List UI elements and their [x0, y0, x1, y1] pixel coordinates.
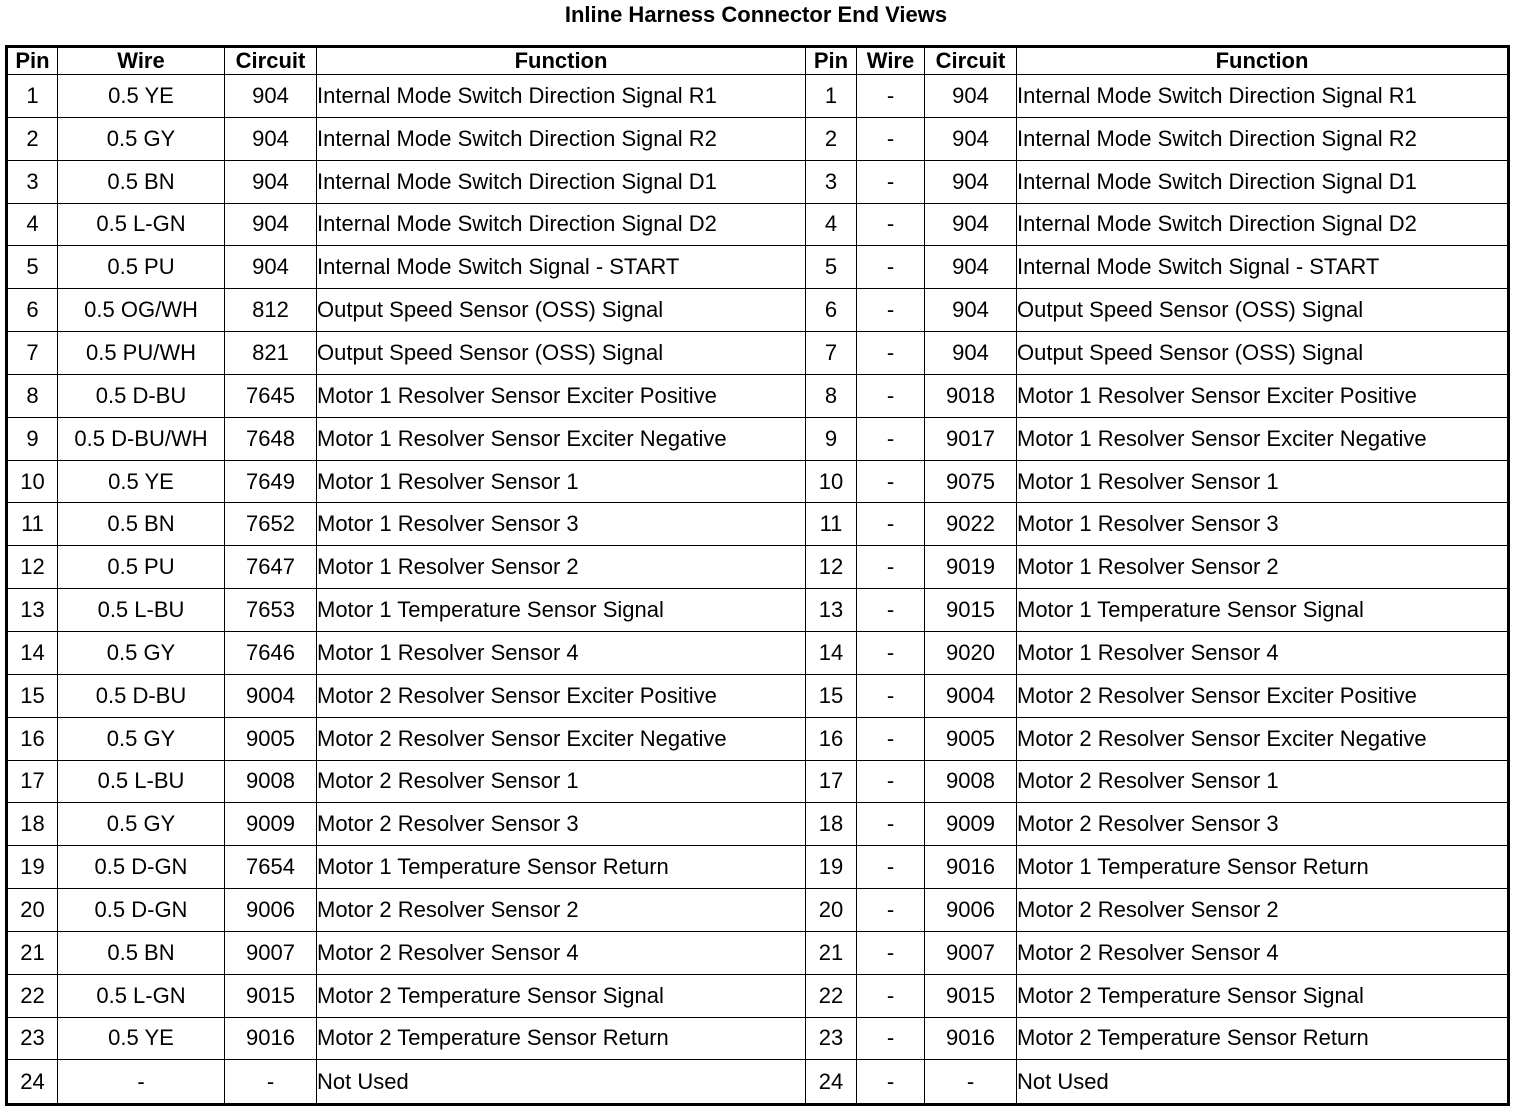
wire-cell: 0.5 YE — [58, 1017, 225, 1060]
pin-cell-right: 13 — [806, 589, 857, 632]
table-row — [7, 160, 1509, 203]
function-cell: Motor 1 Resolver Sensor 1 — [317, 460, 806, 503]
circuit-cell-right: - — [925, 1060, 1017, 1105]
pin-cell-right: 8 — [806, 374, 857, 417]
pin-cell: 24 — [7, 1060, 58, 1105]
pin-cell: 20 — [7, 889, 58, 932]
pin-cell: 15 — [7, 674, 58, 717]
function-cell: Motor 2 Resolver Sensor 1 — [317, 760, 806, 803]
function-cell: Motor 2 Resolver Sensor 2 — [317, 889, 806, 932]
wire-cell: 0.5 D-BU — [58, 674, 225, 717]
pin-cell: 9 — [7, 417, 58, 460]
pin-cell-right: 12 — [806, 546, 857, 589]
pin-cell-right: 14 — [806, 631, 857, 674]
function-cell: Motor 2 Temperature Sensor Signal — [317, 974, 806, 1017]
circuit-cell: 7653 — [225, 589, 317, 632]
table-row — [7, 589, 1509, 632]
function-cell: Motor 2 Resolver Sensor 3 — [317, 803, 806, 846]
circuit-cell: 904 — [225, 203, 317, 246]
wire-cell: 0.5 PU/WH — [58, 332, 225, 375]
pin-cell-right: 24 — [806, 1060, 857, 1105]
function-cell-right: Motor 1 Resolver Sensor 4 — [1017, 631, 1509, 674]
function-cell: Motor 1 Resolver Sensor 4 — [317, 631, 806, 674]
function-cell: Internal Mode Switch Direction Signal R1 — [317, 75, 806, 118]
function-cell: Output Speed Sensor (OSS) Signal — [317, 332, 806, 375]
function-cell-right: Motor 1 Resolver Sensor 1 — [1017, 460, 1509, 503]
circuit-cell-right: 9004 — [925, 674, 1017, 717]
wire-cell: 0.5 L-BU — [58, 589, 225, 632]
table-row — [7, 803, 1509, 846]
function-cell-right: Output Speed Sensor (OSS) Signal — [1017, 332, 1509, 375]
wire-cell: - — [58, 1060, 225, 1105]
wire-cell: 0.5 D-BU — [58, 374, 225, 417]
circuit-cell: 7648 — [225, 417, 317, 460]
circuit-cell-right: 9075 — [925, 460, 1017, 503]
table-row — [7, 374, 1509, 417]
wire-cell: 0.5 GY — [58, 717, 225, 760]
wire-cell: 0.5 PU — [58, 546, 225, 589]
pin-cell: 2 — [7, 117, 58, 160]
header-function-right: Function — [1017, 47, 1509, 75]
table-row — [7, 889, 1509, 932]
pin-cell: 19 — [7, 846, 58, 889]
function-cell: Internal Mode Switch Direction Signal R2 — [317, 117, 806, 160]
function-cell: Not Used — [317, 1060, 806, 1105]
header-pin: Pin — [7, 47, 58, 75]
pin-cell: 21 — [7, 931, 58, 974]
function-cell-right: Motor 2 Resolver Sensor 3 — [1017, 803, 1509, 846]
header-wire: Wire — [58, 47, 225, 75]
function-cell-right: Internal Mode Switch Direction Signal R1 — [1017, 75, 1509, 118]
wire-cell-right: - — [857, 117, 925, 160]
pin-cell-right: 22 — [806, 974, 857, 1017]
pin-cell: 7 — [7, 332, 58, 375]
circuit-cell: 7649 — [225, 460, 317, 503]
circuit-cell-right: 904 — [925, 332, 1017, 375]
function-cell-right: Motor 1 Resolver Sensor 3 — [1017, 503, 1509, 546]
wire-cell: 0.5 D-GN — [58, 889, 225, 932]
circuit-cell-right: 9017 — [925, 417, 1017, 460]
function-cell-right: Output Speed Sensor (OSS) Signal — [1017, 289, 1509, 332]
wire-cell-right: - — [857, 289, 925, 332]
circuit-cell-right: 9019 — [925, 546, 1017, 589]
table-row — [7, 289, 1509, 332]
wire-cell-right: - — [857, 717, 925, 760]
pin-cell-right: 10 — [806, 460, 857, 503]
wire-cell: 0.5 YE — [58, 460, 225, 503]
wire-cell-right: - — [857, 417, 925, 460]
pin-cell-right: 4 — [806, 203, 857, 246]
function-cell-right: Motor 2 Resolver Sensor 1 — [1017, 760, 1509, 803]
pin-cell-right: 16 — [806, 717, 857, 760]
table-row — [7, 717, 1509, 760]
wire-cell: 0.5 L-BU — [58, 760, 225, 803]
pin-cell: 8 — [7, 374, 58, 417]
table-row — [7, 117, 1509, 160]
pin-cell: 12 — [7, 546, 58, 589]
function-cell-right: Motor 2 Resolver Sensor 4 — [1017, 931, 1509, 974]
wire-cell-right: - — [857, 889, 925, 932]
pin-cell-right: 7 — [806, 332, 857, 375]
wire-cell: 0.5 L-GN — [58, 974, 225, 1017]
page-title: Inline Harness Connector End Views — [564, 2, 948, 27]
pin-cell: 4 — [7, 203, 58, 246]
circuit-cell: 9016 — [225, 1017, 317, 1060]
wire-cell-right: - — [857, 931, 925, 974]
pin-cell: 13 — [7, 589, 58, 632]
circuit-cell: 9006 — [225, 889, 317, 932]
circuit-cell: 7647 — [225, 546, 317, 589]
function-cell-right: Internal Mode Switch Direction Signal R2 — [1017, 117, 1509, 160]
function-cell: Internal Mode Switch Direction Signal D2 — [317, 203, 806, 246]
pin-cell: 23 — [7, 1017, 58, 1060]
circuit-cell-right: 904 — [925, 246, 1017, 289]
pin-cell: 11 — [7, 503, 58, 546]
circuit-cell-right: 9020 — [925, 631, 1017, 674]
pin-cell-right: 1 — [806, 75, 857, 118]
function-cell-right: Motor 1 Resolver Sensor Exciter Positive — [1017, 374, 1509, 417]
pin-cell-right: 23 — [806, 1017, 857, 1060]
wire-cell-right: - — [857, 160, 925, 203]
function-cell: Motor 1 Temperature Sensor Return — [317, 846, 806, 889]
circuit-cell-right: 904 — [925, 117, 1017, 160]
header-function: Function — [317, 47, 806, 75]
function-cell: Output Speed Sensor (OSS) Signal — [317, 289, 806, 332]
function-cell-right: Motor 2 Resolver Sensor Exciter Negative — [1017, 717, 1509, 760]
function-cell: Motor 1 Temperature Sensor Signal — [317, 589, 806, 632]
circuit-cell: 821 — [225, 332, 317, 375]
circuit-cell-right: 9007 — [925, 931, 1017, 974]
function-cell: Motor 2 Resolver Sensor 4 — [317, 931, 806, 974]
wire-cell-right: - — [857, 246, 925, 289]
header-wire-right: Wire — [857, 47, 925, 75]
wire-cell-right: - — [857, 674, 925, 717]
wire-cell-right: - — [857, 846, 925, 889]
table-row — [7, 931, 1509, 974]
wire-cell-right: - — [857, 546, 925, 589]
header-circuit-right: Circuit — [925, 47, 1017, 75]
circuit-cell: 9007 — [225, 931, 317, 974]
function-cell-right: Motor 1 Temperature Sensor Signal — [1017, 589, 1509, 632]
wire-cell: 0.5 PU — [58, 246, 225, 289]
table-row — [7, 631, 1509, 674]
pin-cell: 16 — [7, 717, 58, 760]
wire-cell: 0.5 BN — [58, 160, 225, 203]
table-row — [7, 75, 1509, 118]
wire-cell: 0.5 D-BU/WH — [58, 417, 225, 460]
circuit-cell: 7654 — [225, 846, 317, 889]
pin-cell-right: 15 — [806, 674, 857, 717]
table-row — [7, 1017, 1509, 1060]
circuit-cell-right: 9018 — [925, 374, 1017, 417]
circuit-cell-right: 9022 — [925, 503, 1017, 546]
pin-cell: 14 — [7, 631, 58, 674]
circuit-cell: 9015 — [225, 974, 317, 1017]
table-row — [7, 1060, 1509, 1105]
circuit-cell-right: 9015 — [925, 589, 1017, 632]
pin-cell: 1 — [7, 75, 58, 118]
circuit-cell-right: 9016 — [925, 1017, 1017, 1060]
wire-cell: 0.5 BN — [58, 931, 225, 974]
pin-cell-right: 3 — [806, 160, 857, 203]
pin-cell-right: 11 — [806, 503, 857, 546]
table-row — [7, 760, 1509, 803]
function-cell: Motor 1 Resolver Sensor 3 — [317, 503, 806, 546]
wire-cell: 0.5 L-GN — [58, 203, 225, 246]
table-row — [7, 546, 1509, 589]
function-cell-right: Motor 2 Temperature Sensor Signal — [1017, 974, 1509, 1017]
table-row — [7, 332, 1509, 375]
wire-cell-right: - — [857, 589, 925, 632]
wire-cell-right: - — [857, 760, 925, 803]
circuit-cell-right: 904 — [925, 160, 1017, 203]
wire-cell: 0.5 D-GN — [58, 846, 225, 889]
circuit-cell: 904 — [225, 160, 317, 203]
table-row — [7, 203, 1509, 246]
wire-cell: 0.5 GY — [58, 117, 225, 160]
circuit-cell: 7645 — [225, 374, 317, 417]
pin-cell-right: 6 — [806, 289, 857, 332]
wire-cell: 0.5 BN — [58, 503, 225, 546]
wire-cell: 0.5 GY — [58, 631, 225, 674]
wire-cell-right: - — [857, 974, 925, 1017]
pin-cell: 6 — [7, 289, 58, 332]
table-row — [7, 460, 1509, 503]
wire-cell: 0.5 OG/WH — [58, 289, 225, 332]
circuit-cell-right: 904 — [925, 75, 1017, 118]
pin-cell-right: 5 — [806, 246, 857, 289]
wire-cell-right: - — [857, 503, 925, 546]
wire-cell-right: - — [857, 1060, 925, 1105]
function-cell-right: Internal Mode Switch Direction Signal D1 — [1017, 160, 1509, 203]
wire-cell-right: - — [857, 1017, 925, 1060]
header-pin-right: Pin — [806, 47, 857, 75]
function-cell: Motor 1 Resolver Sensor 2 — [317, 546, 806, 589]
function-cell: Motor 2 Resolver Sensor Exciter Positive — [317, 674, 806, 717]
connector-table — [5, 45, 1510, 1106]
circuit-cell: 904 — [225, 246, 317, 289]
function-cell-right: Motor 2 Temperature Sensor Return — [1017, 1017, 1509, 1060]
circuit-cell: 9009 — [225, 803, 317, 846]
pin-cell: 18 — [7, 803, 58, 846]
pin-cell: 5 — [7, 246, 58, 289]
circuit-cell-right: 9008 — [925, 760, 1017, 803]
pin-cell: 10 — [7, 460, 58, 503]
pin-cell-right: 2 — [806, 117, 857, 160]
wire-cell-right: - — [857, 460, 925, 503]
wire-cell: 0.5 GY — [58, 803, 225, 846]
circuit-cell-right: 9009 — [925, 803, 1017, 846]
function-cell-right: Motor 2 Resolver Sensor 2 — [1017, 889, 1509, 932]
function-cell-right: Internal Mode Switch Signal - START — [1017, 246, 1509, 289]
pin-cell-right: 21 — [806, 931, 857, 974]
pin-cell-right: 19 — [806, 846, 857, 889]
circuit-cell: 7652 — [225, 503, 317, 546]
circuit-cell: 904 — [225, 75, 317, 118]
header-row — [7, 47, 1509, 75]
wire-cell-right: - — [857, 332, 925, 375]
table-row — [7, 846, 1509, 889]
table-row — [7, 417, 1509, 460]
table-body — [7, 75, 1509, 1105]
function-cell: Motor 2 Temperature Sensor Return — [317, 1017, 806, 1060]
function-cell: Internal Mode Switch Direction Signal D1 — [317, 160, 806, 203]
circuit-cell: 9008 — [225, 760, 317, 803]
function-cell-right: Motor 1 Temperature Sensor Return — [1017, 846, 1509, 889]
circuit-cell: 9005 — [225, 717, 317, 760]
circuit-cell-right: 904 — [925, 203, 1017, 246]
pin-cell-right: 9 — [806, 417, 857, 460]
pin-cell: 3 — [7, 160, 58, 203]
function-cell-right: Motor 1 Resolver Sensor Exciter Negative — [1017, 417, 1509, 460]
wire-cell-right: - — [857, 374, 925, 417]
wire-cell-right: - — [857, 203, 925, 246]
pin-cell-right: 17 — [806, 760, 857, 803]
circuit-cell: 812 — [225, 289, 317, 332]
circuit-cell-right: 9016 — [925, 846, 1017, 889]
pin-cell: 17 — [7, 760, 58, 803]
wire-cell-right: - — [857, 75, 925, 118]
table-row — [7, 974, 1509, 1017]
pin-cell: 22 — [7, 974, 58, 1017]
wire-cell: 0.5 YE — [58, 75, 225, 118]
circuit-cell: 904 — [225, 117, 317, 160]
function-cell: Internal Mode Switch Signal - START — [317, 246, 806, 289]
function-cell-right: Motor 2 Resolver Sensor Exciter Positive — [1017, 674, 1509, 717]
wire-cell-right: - — [857, 803, 925, 846]
table-row — [7, 674, 1509, 717]
table-row — [7, 503, 1509, 546]
function-cell-right: Internal Mode Switch Direction Signal D2 — [1017, 203, 1509, 246]
circuit-cell: - — [225, 1060, 317, 1105]
circuit-cell: 7646 — [225, 631, 317, 674]
pin-cell-right: 20 — [806, 889, 857, 932]
function-cell: Motor 1 Resolver Sensor Exciter Negative — [317, 417, 806, 460]
circuit-cell-right: 9005 — [925, 717, 1017, 760]
function-cell-right: Not Used — [1017, 1060, 1509, 1105]
table-row — [7, 246, 1509, 289]
function-cell: Motor 2 Resolver Sensor Exciter Negative — [317, 717, 806, 760]
wire-cell-right: - — [857, 631, 925, 674]
circuit-cell: 9004 — [225, 674, 317, 717]
function-cell: Motor 1 Resolver Sensor Exciter Positive — [317, 374, 806, 417]
pin-cell-right: 18 — [806, 803, 857, 846]
circuit-cell-right: 904 — [925, 289, 1017, 332]
header-circuit: Circuit — [225, 47, 317, 75]
circuit-cell-right: 9006 — [925, 889, 1017, 932]
circuit-cell-right: 9015 — [925, 974, 1017, 1017]
function-cell-right: Motor 1 Resolver Sensor 2 — [1017, 546, 1509, 589]
